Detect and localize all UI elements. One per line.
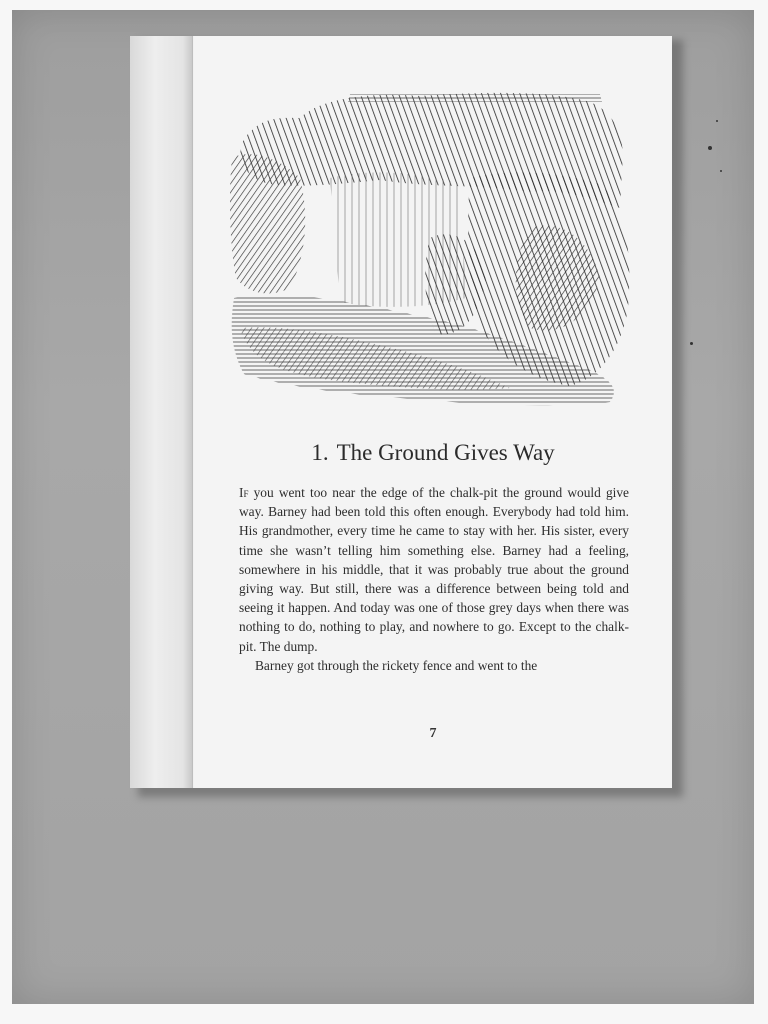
page-number: 7 — [429, 726, 437, 741]
dust-speck — [690, 342, 693, 345]
chalk-pit-illustration — [230, 88, 634, 410]
opening-word: If — [239, 485, 249, 500]
paragraph: Barney got through the rickety fence and went to the — [255, 657, 538, 673]
chapter-number: 1. — [311, 440, 329, 465]
book-page — [194, 36, 672, 788]
open-book — [130, 36, 672, 788]
paragraph-text: you went too near the edge of the chalk-pit the ground would give way. Barney had been told this often enough. Everybody had told him. His grandmother, every time he came to stay with her. His sister, every time she wasn’t telling him something else. Barney had a feeling, somewhere in his middle, that it was probably true about the ground giving way. But still, there was a difference between being told and seeing it happen. And today was one of those grey days when there was nothing to do, nothing to play, and nowhere to go. Except to the chalk-pit. The dump. — [239, 485, 629, 654]
dust-speck — [708, 146, 712, 150]
chapter-title: The Ground Gives Way — [336, 440, 555, 465]
left-page-edge — [130, 36, 193, 788]
chapter-heading — [194, 440, 672, 466]
chapter-text — [239, 483, 629, 675]
dust-speck — [720, 170, 722, 172]
dust-speck — [716, 120, 718, 122]
paragraph — [239, 483, 629, 656]
